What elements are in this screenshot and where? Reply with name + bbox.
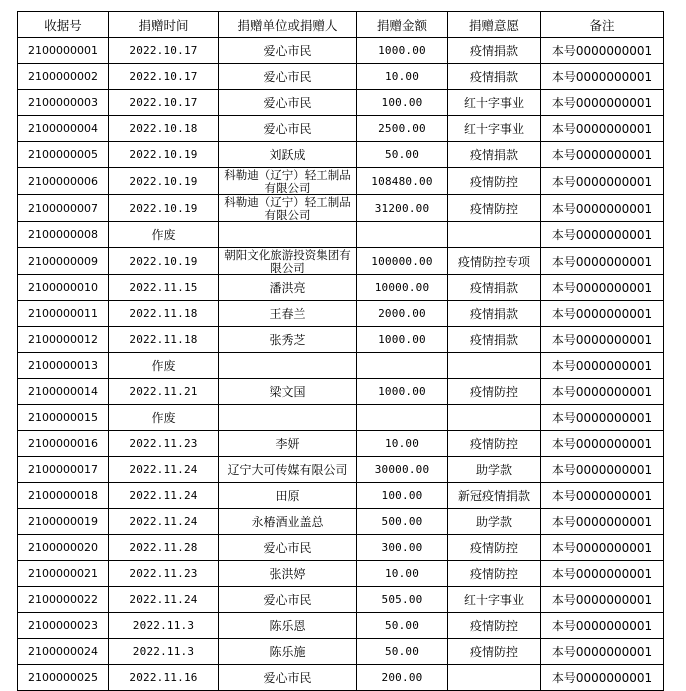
receipt-no-cell: 2100000011 xyxy=(18,301,109,327)
date-cell: 2022.10.17 xyxy=(109,90,219,116)
date-cell: 作废 xyxy=(109,353,219,379)
purpose-cell xyxy=(448,222,541,248)
date-cell: 2022.11.18 xyxy=(109,327,219,353)
date-cell: 2022.10.19 xyxy=(109,248,219,275)
table-row xyxy=(18,38,664,64)
note-cell: 本号0000000001 xyxy=(541,665,664,691)
receipt-no-cell: 2100000008 xyxy=(18,222,109,248)
table-row xyxy=(18,457,664,483)
receipt-no-cell: 2100000004 xyxy=(18,116,109,142)
amount-cell: 100.00 xyxy=(357,483,448,509)
receipt-no-cell: 2100000007 xyxy=(18,195,109,222)
table-row xyxy=(18,405,664,431)
table-row xyxy=(18,142,664,168)
table-row xyxy=(18,116,664,142)
amount-cell: 50.00 xyxy=(357,142,448,168)
note-cell: 本号0000000001 xyxy=(541,195,664,222)
purpose-cell xyxy=(448,353,541,379)
donor-cell: 科勒迪（辽宁）轻工制品有限公司 xyxy=(219,168,357,195)
amount-cell: 1000.00 xyxy=(357,327,448,353)
purpose-cell: 助学款 xyxy=(448,509,541,535)
receipt-no-cell: 2100000016 xyxy=(18,431,109,457)
receipt-no-cell: 2100000019 xyxy=(18,509,109,535)
table-row xyxy=(18,301,664,327)
date-cell: 2022.10.19 xyxy=(109,195,219,222)
table-row xyxy=(18,222,664,248)
date-cell: 2022.11.3 xyxy=(109,613,219,639)
table-row xyxy=(18,379,664,405)
header-receipt-no: 收据号 xyxy=(18,12,109,38)
header-note: 备注 xyxy=(541,12,664,38)
purpose-cell: 疫情捐款 xyxy=(448,327,541,353)
note-cell: 本号0000000001 xyxy=(541,587,664,613)
note-cell: 本号0000000001 xyxy=(541,535,664,561)
receipt-no-cell: 2100000017 xyxy=(18,457,109,483)
date-cell: 2022.11.28 xyxy=(109,535,219,561)
donor-cell: 爱心市民 xyxy=(219,116,357,142)
note-cell: 本号0000000001 xyxy=(541,222,664,248)
purpose-cell: 红十字事业 xyxy=(448,90,541,116)
receipt-no-cell: 2100000002 xyxy=(18,64,109,90)
amount-cell: 200.00 xyxy=(357,665,448,691)
date-cell: 2022.10.17 xyxy=(109,64,219,90)
purpose-cell: 疫情防控 xyxy=(448,379,541,405)
donor-cell: 爱心市民 xyxy=(219,587,357,613)
donor-cell xyxy=(219,222,357,248)
amount-cell xyxy=(357,353,448,379)
donor-cell: 朝阳文化旅游投资集团有限公司 xyxy=(219,248,357,275)
header-donor: 捐赠单位或捐赠人 xyxy=(219,12,357,38)
amount-cell: 2500.00 xyxy=(357,116,448,142)
donor-cell: 科勒迪（辽宁）轻工制品有限公司 xyxy=(219,195,357,222)
donor-cell: 刘跃成 xyxy=(219,142,357,168)
table-row xyxy=(18,168,664,195)
note-cell: 本号0000000001 xyxy=(541,353,664,379)
amount-cell: 500.00 xyxy=(357,509,448,535)
date-cell: 2022.11.16 xyxy=(109,665,219,691)
date-cell: 2022.11.24 xyxy=(109,483,219,509)
amount-cell: 50.00 xyxy=(357,613,448,639)
note-cell: 本号0000000001 xyxy=(541,483,664,509)
receipt-no-cell: 2100000009 xyxy=(18,248,109,275)
note-cell: 本号0000000001 xyxy=(541,613,664,639)
table-row xyxy=(18,535,664,561)
note-cell: 本号0000000001 xyxy=(541,561,664,587)
date-cell: 2022.10.19 xyxy=(109,168,219,195)
header-amount: 捐赠金额 xyxy=(357,12,448,38)
amount-cell: 2000.00 xyxy=(357,301,448,327)
note-cell: 本号0000000001 xyxy=(541,275,664,301)
amount-cell: 1000.00 xyxy=(357,379,448,405)
receipt-no-cell: 2100000015 xyxy=(18,405,109,431)
donor-cell: 辽宁大可传媒有限公司 xyxy=(219,457,357,483)
receipt-no-cell: 2100000014 xyxy=(18,379,109,405)
table-row xyxy=(18,353,664,379)
receipt-no-cell: 2100000018 xyxy=(18,483,109,509)
note-cell: 本号0000000001 xyxy=(541,168,664,195)
donor-cell: 潘洪亮 xyxy=(219,275,357,301)
note-cell: 本号0000000001 xyxy=(541,379,664,405)
purpose-cell: 红十字事业 xyxy=(448,587,541,613)
donation-table xyxy=(17,11,664,691)
note-cell: 本号0000000001 xyxy=(541,509,664,535)
table-row xyxy=(18,90,664,116)
table-row xyxy=(18,639,664,665)
amount-cell: 1000.00 xyxy=(357,38,448,64)
date-cell: 2022.10.18 xyxy=(109,116,219,142)
amount-cell: 100000.00 xyxy=(357,248,448,275)
date-cell: 2022.11.23 xyxy=(109,561,219,587)
date-cell: 2022.11.21 xyxy=(109,379,219,405)
receipt-no-cell: 2100000021 xyxy=(18,561,109,587)
donor-cell: 爱心市民 xyxy=(219,665,357,691)
date-cell: 2022.11.24 xyxy=(109,457,219,483)
purpose-cell: 红十字事业 xyxy=(448,116,541,142)
purpose-cell: 疫情捐款 xyxy=(448,142,541,168)
receipt-no-cell: 2100000010 xyxy=(18,275,109,301)
date-cell: 2022.11.15 xyxy=(109,275,219,301)
note-cell: 本号0000000001 xyxy=(541,248,664,275)
amount-cell: 10000.00 xyxy=(357,275,448,301)
note-cell: 本号0000000001 xyxy=(541,301,664,327)
donor-cell: 爱心市民 xyxy=(219,38,357,64)
date-cell: 2022.11.23 xyxy=(109,431,219,457)
purpose-cell: 疫情防控 xyxy=(448,431,541,457)
header-row xyxy=(18,12,664,38)
receipt-no-cell: 2100000001 xyxy=(18,38,109,64)
table-row xyxy=(18,509,664,535)
receipt-no-cell: 2100000023 xyxy=(18,613,109,639)
purpose-cell: 助学款 xyxy=(448,457,541,483)
amount-cell: 50.00 xyxy=(357,639,448,665)
donor-cell xyxy=(219,405,357,431)
date-cell: 作废 xyxy=(109,405,219,431)
donor-cell: 陈乐恩 xyxy=(219,613,357,639)
receipt-no-cell: 2100000020 xyxy=(18,535,109,561)
donor-cell: 田原 xyxy=(219,483,357,509)
table-row xyxy=(18,483,664,509)
donor-cell: 李妍 xyxy=(219,431,357,457)
purpose-cell: 疫情防控专项 xyxy=(448,248,541,275)
receipt-no-cell: 2100000024 xyxy=(18,639,109,665)
receipt-no-cell: 2100000003 xyxy=(18,90,109,116)
table-row xyxy=(18,327,664,353)
donor-cell: 陈乐施 xyxy=(219,639,357,665)
amount-cell: 108480.00 xyxy=(357,168,448,195)
table-row xyxy=(18,665,664,691)
table-row xyxy=(18,587,664,613)
note-cell: 本号0000000001 xyxy=(541,142,664,168)
date-cell: 2022.11.24 xyxy=(109,587,219,613)
receipt-no-cell: 2100000012 xyxy=(18,327,109,353)
receipt-no-cell: 2100000022 xyxy=(18,587,109,613)
purpose-cell: 疫情防控 xyxy=(448,561,541,587)
receipt-no-cell: 2100000006 xyxy=(18,168,109,195)
purpose-cell: 疫情防控 xyxy=(448,613,541,639)
date-cell: 2022.10.17 xyxy=(109,38,219,64)
amount-cell: 300.00 xyxy=(357,535,448,561)
table-row xyxy=(18,613,664,639)
table-row xyxy=(18,64,664,90)
date-cell: 2022.11.3 xyxy=(109,639,219,665)
note-cell: 本号0000000001 xyxy=(541,639,664,665)
donor-cell: 张洪婷 xyxy=(219,561,357,587)
receipt-no-cell: 2100000013 xyxy=(18,353,109,379)
purpose-cell: 疫情捐款 xyxy=(448,301,541,327)
donor-cell: 王春兰 xyxy=(219,301,357,327)
purpose-cell: 疫情防控 xyxy=(448,168,541,195)
amount-cell: 31200.00 xyxy=(357,195,448,222)
purpose-cell: 疫情防控 xyxy=(448,639,541,665)
donor-cell: 爱心市民 xyxy=(219,535,357,561)
amount-cell: 10.00 xyxy=(357,64,448,90)
note-cell: 本号0000000001 xyxy=(541,64,664,90)
table-row xyxy=(18,248,664,275)
purpose-cell xyxy=(448,665,541,691)
purpose-cell: 疫情防控 xyxy=(448,195,541,222)
table-row xyxy=(18,195,664,222)
table-row xyxy=(18,561,664,587)
amount-cell xyxy=(357,405,448,431)
header-purpose: 捐赠意愿 xyxy=(448,12,541,38)
amount-cell: 10.00 xyxy=(357,561,448,587)
donor-cell: 爱心市民 xyxy=(219,90,357,116)
amount-cell: 100.00 xyxy=(357,90,448,116)
note-cell: 本号0000000001 xyxy=(541,116,664,142)
date-cell: 2022.10.19 xyxy=(109,142,219,168)
receipt-no-cell: 2100000025 xyxy=(18,665,109,691)
donor-cell xyxy=(219,353,357,379)
purpose-cell: 新冠疫情捐款 xyxy=(448,483,541,509)
note-cell: 本号0000000001 xyxy=(541,405,664,431)
donor-cell: 永椿酒业盖总 xyxy=(219,509,357,535)
amount-cell: 505.00 xyxy=(357,587,448,613)
note-cell: 本号0000000001 xyxy=(541,457,664,483)
purpose-cell: 疫情防控 xyxy=(448,535,541,561)
date-cell: 作废 xyxy=(109,222,219,248)
amount-cell: 30000.00 xyxy=(357,457,448,483)
date-cell: 2022.11.24 xyxy=(109,509,219,535)
amount-cell xyxy=(357,222,448,248)
donor-cell: 爱心市民 xyxy=(219,64,357,90)
purpose-cell: 疫情捐款 xyxy=(448,38,541,64)
date-cell: 2022.11.18 xyxy=(109,301,219,327)
amount-cell: 10.00 xyxy=(357,431,448,457)
purpose-cell: 疫情捐款 xyxy=(448,275,541,301)
note-cell: 本号0000000001 xyxy=(541,431,664,457)
donor-cell: 张秀芝 xyxy=(219,327,357,353)
purpose-cell: 疫情捐款 xyxy=(448,64,541,90)
table-row xyxy=(18,431,664,457)
table-row xyxy=(18,275,664,301)
note-cell: 本号0000000001 xyxy=(541,38,664,64)
purpose-cell xyxy=(448,405,541,431)
header-donation-date: 捐赠时间 xyxy=(109,12,219,38)
note-cell: 本号0000000001 xyxy=(541,90,664,116)
donor-cell: 梁文国 xyxy=(219,379,357,405)
receipt-no-cell: 2100000005 xyxy=(18,142,109,168)
note-cell: 本号0000000001 xyxy=(541,327,664,353)
donation-table-container xyxy=(17,11,664,691)
